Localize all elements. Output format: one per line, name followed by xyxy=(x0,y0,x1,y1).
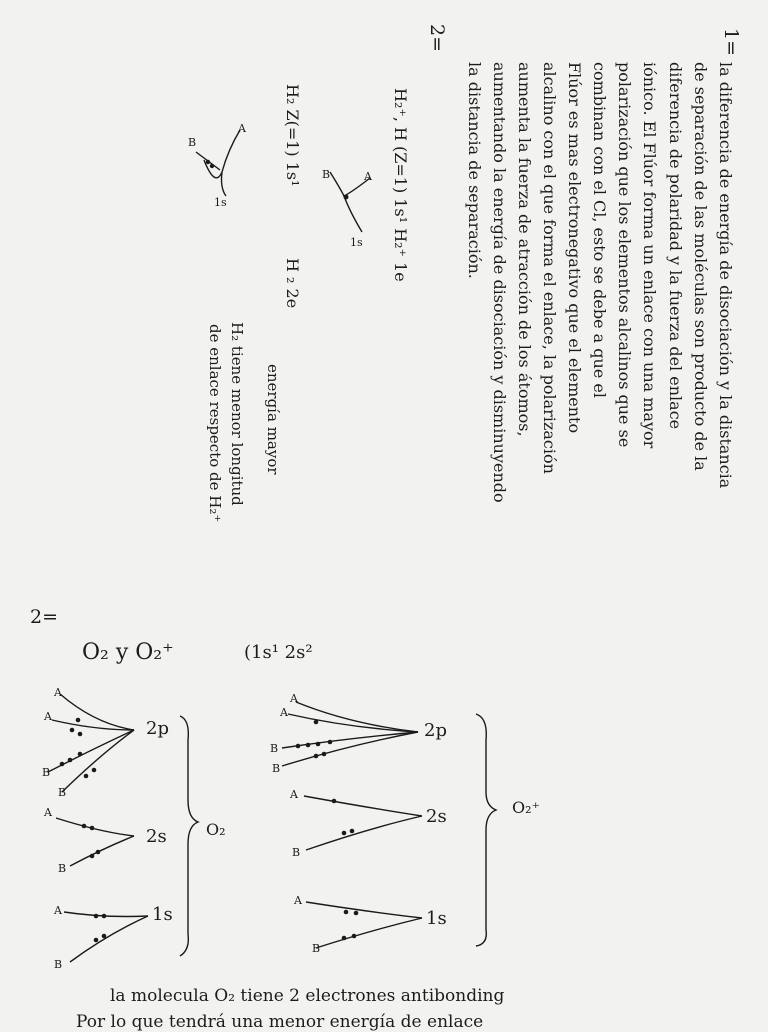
paragraph-line: diferencia de polaridad y la fuerza del enlace xyxy=(666,62,685,430)
diagram-letter: B xyxy=(312,942,321,955)
paragraph-line: Flúor es mas electronegativo que el elemento xyxy=(565,62,584,434)
he-line: H ₂ 2e xyxy=(283,258,302,309)
diagram-letter: A xyxy=(54,686,62,699)
h2plus-line: H₂⁺, H (Z=1) 1s¹ H₂⁺ 1e xyxy=(391,88,410,282)
sketch-label-1s: 1s xyxy=(214,196,227,209)
diagram-letter: B xyxy=(54,958,63,971)
paragraph-line: iónico. El Flúor forma un enlace con una mayor xyxy=(640,62,659,449)
footer-line-2: Por lo que tendrá una menor energía de enlace xyxy=(76,1012,484,1032)
paragraph-line: aumenta la fuerza de atracción de los átomos, xyxy=(515,62,534,437)
electron-config: (1s¹ 2s² xyxy=(244,642,313,663)
orbital-label-2p-left: 2p xyxy=(146,718,169,739)
diagram-letter: A xyxy=(54,904,62,917)
diagram-letter: B xyxy=(272,762,281,775)
paragraph-line: la distancia de separación. xyxy=(465,62,484,279)
sketch-label-a: A xyxy=(364,170,372,183)
molecules-title: O₂ y O₂⁺ xyxy=(82,640,174,665)
diagram-letter: B xyxy=(292,846,301,859)
diagram-letter: A xyxy=(44,710,52,723)
group-label-o2: O₂ xyxy=(206,820,226,839)
length-note-1: H₂ tiene menor longitud xyxy=(228,322,246,506)
h2-line: H₂ Z(=1) 1s¹ xyxy=(283,84,302,187)
diagram-letter: B xyxy=(270,742,279,755)
orbital-label-1s-left: 1s xyxy=(152,904,173,925)
orbital-label-1s-right: 1s xyxy=(426,908,447,929)
orbital-label-2p-right: 2p xyxy=(424,720,447,741)
diagram-letter: B xyxy=(58,862,67,875)
section-2-bottom-number: 2= xyxy=(30,606,59,628)
diagram-letter: A xyxy=(290,788,298,801)
diagram-letter: B xyxy=(42,766,51,779)
diagram-letter: B xyxy=(58,786,67,799)
paragraph-line: alcalino con el que forma el enlace, la polarización xyxy=(540,62,559,474)
section-2-top-number: 2= xyxy=(426,24,448,53)
paragraph-line: aumentando la energía de disociación y disminuyendo xyxy=(490,62,509,503)
orbital-label-2s-left: 2s xyxy=(146,826,167,847)
paragraph-line: la diferencia de energía de disociación y la distancia xyxy=(716,62,735,489)
orbital-label-2s-right: 2s xyxy=(426,806,447,827)
diagram-letter: A xyxy=(294,894,302,907)
paragraph-line: de separación de las moléculas son producto de la xyxy=(691,62,710,471)
sketch-label-b: B xyxy=(188,136,197,149)
group-label-o2-plus: O₂⁺ xyxy=(512,798,540,817)
footer-line-1: la molecula O₂ tiene 2 electrones antibonding xyxy=(110,986,505,1006)
diagram-letter: A xyxy=(290,692,298,705)
section-1-number: 1= xyxy=(720,28,742,57)
diagram-letter: A xyxy=(44,806,52,819)
sketch-label-1s: 1s xyxy=(350,236,363,249)
paragraph-line: polarización que los elementos alcalinos que se xyxy=(615,62,634,448)
length-note-2: de enlace respecto de H₂⁺ xyxy=(206,324,224,523)
energy-note: energía mayor xyxy=(264,364,282,475)
paragraph-line: combinan con el Cl, esto se debe a que el xyxy=(590,62,609,398)
sketch-label-b: B xyxy=(322,168,331,181)
sketch-label-a: A xyxy=(238,122,246,135)
diagram-letter: A xyxy=(280,706,288,719)
